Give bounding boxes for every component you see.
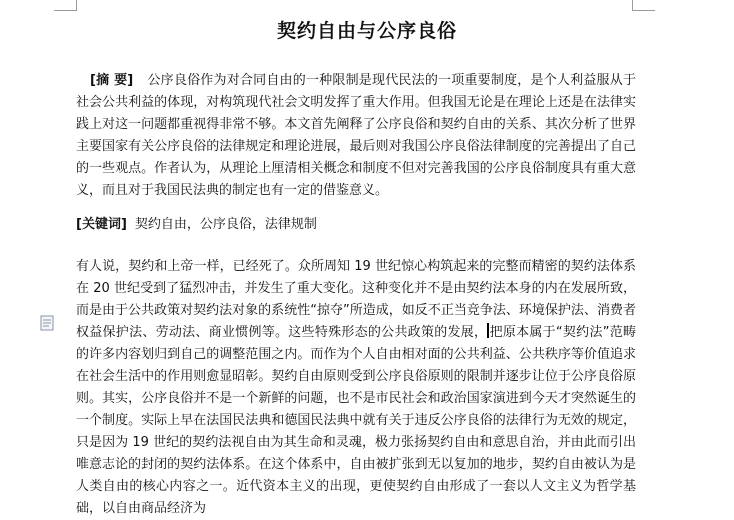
body-text-part-2: 把原本属于“契约法”范畴的许多内容划归到自己的调整范围之内。而作为个人自由相对面的公共利益、公共秩序等价值追求在社会生活中的作用则愈显昭彰。契约自由原则受到公序良俗原则的限制并逐步让位于公序良俗原则。其实，公序良俗并不是一个新鲜的问题，也不是市民社会和政治国家演进到今天才突然诞生的一个制度。实际上早在法国民法典和德国民法典中就有关于违反公序良俗的法律行为无效的规定，只是因为 19 世纪的契约法视自由为其生命和灵魂，极力张扬契约自由和意思自治，并由此而引出唯意志论的封闭的契约法体系。在这个体系中，自由被扩张到无以复加的地步，契约自由被认为是人类自由的核心内容之一。近代资本主义的出现，更使契约自由形成了一套以人文主义为哲学基础，以自由商品经济为 <box>76 325 636 516</box>
note-icon <box>40 315 54 331</box>
page-corner-mark-left <box>54 0 77 11</box>
page-corner-mark-right <box>632 0 655 11</box>
keywords-text: 契约自由，公序良俗，法律规制 <box>134 217 317 232</box>
keywords-paragraph <box>76 214 636 236</box>
document-margin-icon[interactable] <box>40 315 54 331</box>
document-title: 契约自由与公序良俗 <box>276 20 457 42</box>
keywords-label: [关键词] <box>76 217 127 232</box>
abstract-paragraph <box>76 70 636 202</box>
abstract-text: 公序良俗作为对合同自由的一种限制是现代民法的一项重要制度，是个人利益服从于社会公共利益的体现，对构筑现代社会文明发挥了重大作用。但我国无论是在理论上还是在法律实践上对这一问题都重视得非常不够。本文首先阐释了公序良俗和契约自由的关系、其次分析了世界主要国家有关公序良俗的法律规定和理论进展，最后则对我国公序良俗法律制度的完善提出了自己的一些观点。作者认为，从理论上厘清相关概念和制度不但对完善我国的公序良俗制度具有重大意义，而且对于我国民法典的制定也有一定的借鉴意义。 <box>76 73 636 198</box>
body-paragraph[interactable] <box>76 256 636 520</box>
abstract-label: [摘 要] <box>90 73 134 88</box>
body-text-part-1: 有人说，契约和上帝一样，已经死了。众所周知 19 世纪惊心构筑起来的完整而精密的契约法体系在 20 世纪受到了猛烈冲击，并发生了重大变化。这种变化并不是由契约法本身的内在发展所致，而是由于公共政策对契约法对象的系统性“掠夺”所造成，如反不正当竞争法、环境保护法、消费者权益保护法、劳动法、商业惯例等。这些特殊形态的公共政策的发展， <box>76 259 636 340</box>
